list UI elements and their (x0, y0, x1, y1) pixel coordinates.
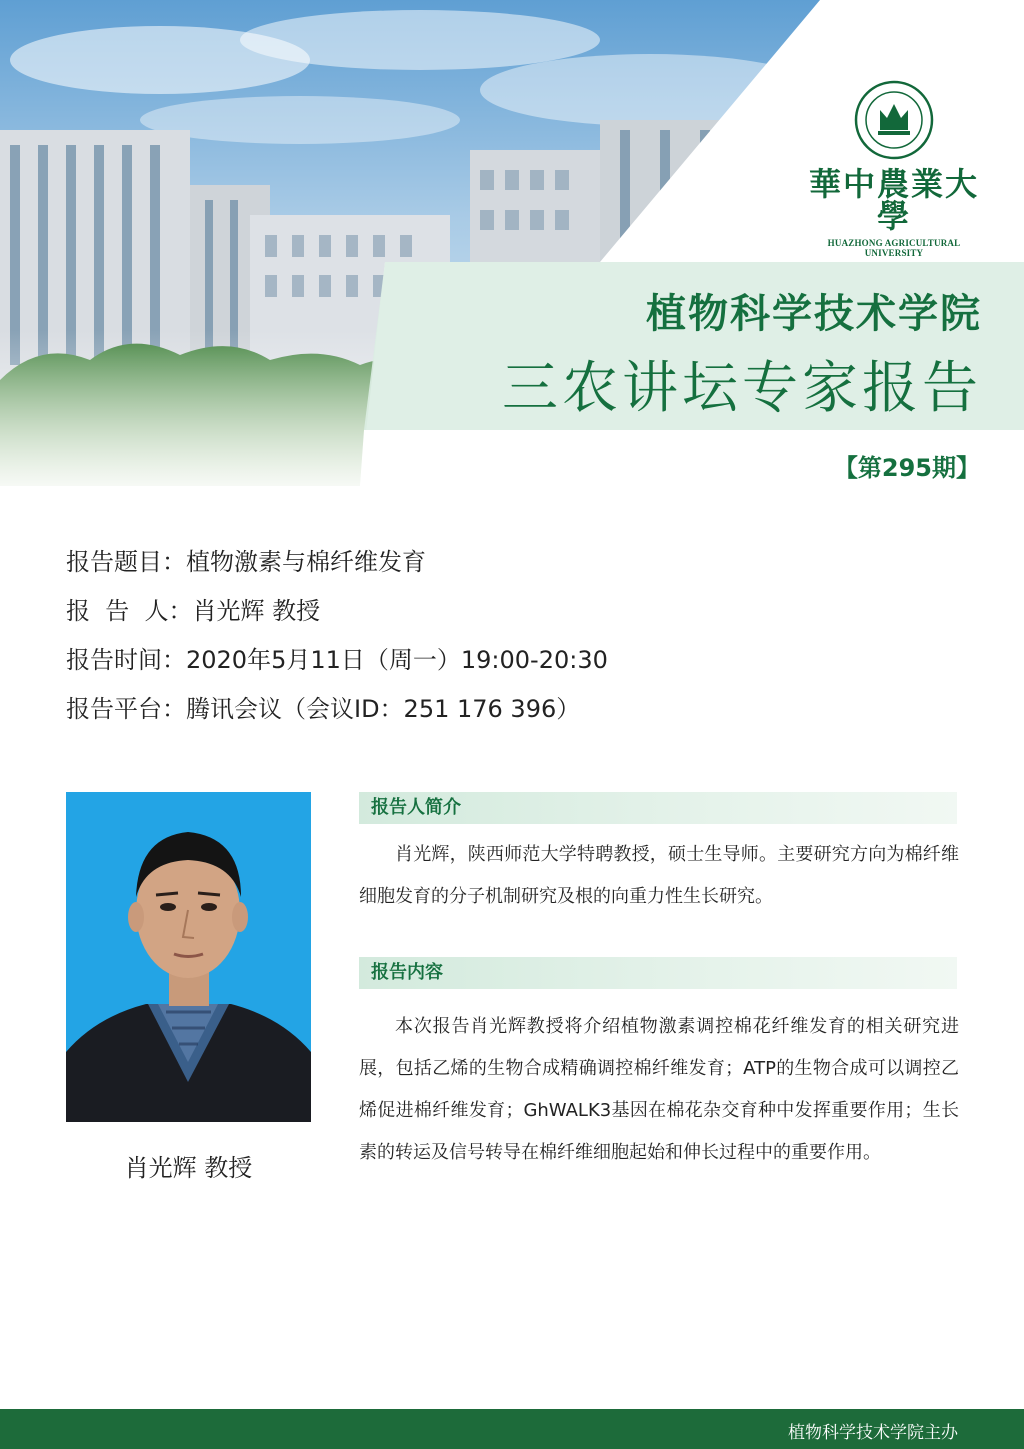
info-value: 腾讯会议（会议ID：251 176 396） (186, 695, 581, 723)
logo-chinese-name: 華中農業大學 (808, 165, 979, 235)
issue-number: 【第295期】 (833, 454, 980, 482)
bio-text: 肖光辉，陕西师范大学特聘教授，硕士生导师。主要研究方向为棉纤维细胞发育的分子机制研究及根的向重力性生长研究。 (359, 844, 959, 907)
info-value: 植物激素与棉纤维发育 (186, 548, 426, 576)
info-row-platform (66, 689, 608, 738)
speaker-caption: 肖光辉 教授 (124, 1154, 253, 1182)
info-row-title (66, 542, 608, 591)
info-row-speaker (66, 591, 608, 640)
report-info (66, 542, 608, 738)
info-value: 2020年5月11日（周一）19:00-20:30 (186, 646, 608, 674)
university-logo (804, 80, 984, 258)
info-row-time (66, 640, 608, 689)
footer-bar (0, 1409, 1024, 1449)
university-seal-icon (854, 80, 934, 160)
info-label: 报告时间： (66, 646, 186, 674)
info-label: 报 告 人： (66, 597, 193, 625)
forum-title: 三农讲坛专家报告 (502, 356, 982, 421)
info-label: 报告题目： (66, 548, 186, 576)
bio-section-header: 报告人简介 (359, 792, 957, 824)
college-title: 植物科学技术学院 (646, 291, 982, 337)
content-text: 本次报告肖光辉教授将介绍植物激素调控棉花纤维发育的相关研究进展，包括乙烯的生物合成精确调控棉纤维发育；ATP的生物合成可以调控乙烯促进棉纤维发育；GhWALK3基因在棉花杂交育种中发挥重要作用；生长素的转运及信号转导在棉纤维细胞起始和伸长过程中的重要作用。 (359, 1016, 959, 1163)
footer-organizer: 植物科学技术学院主办 (788, 1423, 958, 1443)
content-section-header: 报告内容 (359, 957, 957, 989)
logo-english-name: HUAZHONG AGRICULTURAL UNIVERSITY (827, 238, 961, 258)
info-label: 报告平台： (66, 695, 186, 723)
info-value: 肖光辉 教授 (192, 597, 321, 625)
speaker-photo (66, 792, 311, 1122)
